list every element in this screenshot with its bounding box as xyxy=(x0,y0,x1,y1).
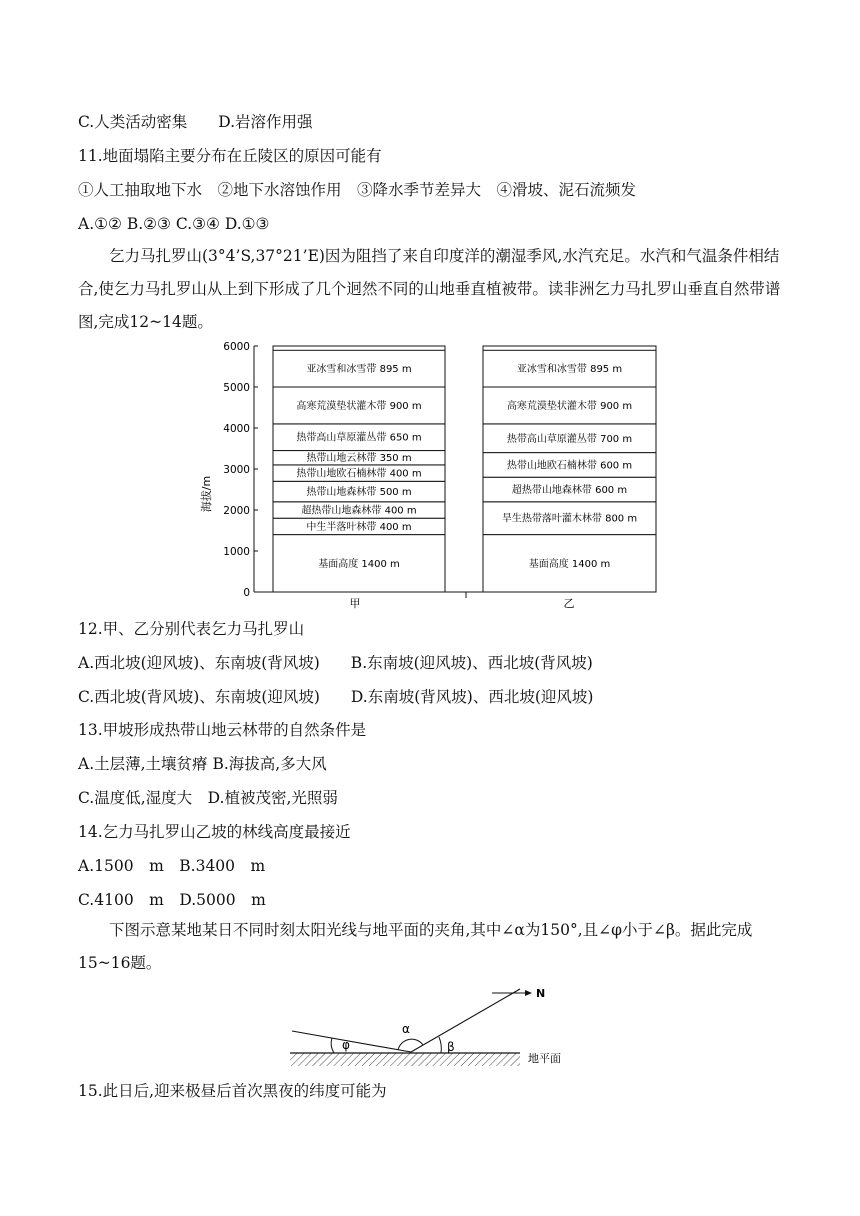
y-tick-label: 4000 xyxy=(223,423,250,435)
alpha-arc xyxy=(398,1039,423,1050)
north-arrow-head xyxy=(525,990,532,996)
beta-arc xyxy=(439,1037,441,1053)
column-label-jia: 甲 xyxy=(349,597,361,610)
belt-label: 基面高度 1400 m xyxy=(528,558,611,570)
belt-label: 中生半落叶林带 400 m xyxy=(306,521,412,533)
q12-options-row2: C.西北坡(背风坡)、东南坡(迎风坡) D.东南坡(背风坡)、西北坡(迎风坡) xyxy=(78,688,594,706)
q11-stem: 11.地面塌陷主要分布在丘陵区的原因可能有 xyxy=(78,147,382,165)
q12-stem: 12.甲、乙分别代表乞力马扎罗山 xyxy=(78,620,305,638)
belt-label: 热带山地欧石楠林带 400 m xyxy=(296,468,422,480)
sun-ray-right xyxy=(411,989,520,1052)
q14-options-row1: A.1500 m B.3400 m xyxy=(78,857,266,875)
belt-label: 亚冰雪和冰雪带 895 m xyxy=(306,364,412,376)
y-tick-label: 6000 xyxy=(223,341,250,353)
belt-label: 热带山地欧石楠林带 600 m xyxy=(506,460,633,472)
intro-q12-14: 乞力马扎罗山(3°4’S,37°21’E)因为阻挡了来自印度洋的潮湿季风,水汽充足。水汽和气温条件相结合,使乞力马扎罗山从上到下形成了几个迥然不同的山地垂直植被带。读非洲乞力马扎罗山垂直自然带谱图,完成12~14题。 xyxy=(78,247,781,331)
belt-label: 热带高山草原灌丛带 700 m xyxy=(506,433,633,445)
belt-label: 高寒荒漠垫状灌木带 900 m xyxy=(506,400,633,412)
y-tick-label: 5000 xyxy=(223,382,250,394)
chart-ylabel: 海拔/m xyxy=(200,475,213,513)
y-tick-label: 0 xyxy=(243,587,250,599)
q13-stem: 13.甲坡形成热带山地云林带的自然条件是 xyxy=(78,721,367,739)
alpha-label: α xyxy=(402,1022,410,1036)
q12-options-row1: A.西北坡(迎风坡)、东南坡(背风坡) B.东南坡(迎风坡)、西北坡(背风坡) xyxy=(78,654,593,672)
phi-arc xyxy=(331,1038,334,1053)
ground-hatch xyxy=(290,1053,520,1066)
q15-stem: 15.此日后,迎来极昼后首次黑夜的纬度可能为 xyxy=(78,1082,387,1100)
belt-label: 高寒荒漠垫状灌木带 900 m xyxy=(296,400,422,412)
belt-label: 超热带山地森林带 600 m xyxy=(511,485,628,496)
intro-q15-16: 下图示意某地某日不同时刻太阳光线与地平面的夹角,其中∠α为150°,且∠φ小于∠β。据此完成15~16题。 xyxy=(78,921,753,972)
q13-options-row1: A.土层薄,土壤贫瘠 B.海拔高,多大风 xyxy=(78,755,327,773)
q14-stem: 14.乞力马扎罗山乙坡的林线高度最接近 xyxy=(78,823,351,841)
q13-options-row2: C.温度低,湿度大 D.植被茂密,光照弱 xyxy=(78,789,338,807)
q10-options-tail: C.人类活动密集 D.岩溶作用强 xyxy=(78,113,313,131)
sun-angle-diagram xyxy=(280,985,590,1075)
column-label-yi: 乙 xyxy=(563,597,575,610)
vertical-belt-chart xyxy=(196,336,666,616)
y-tick-label: 1000 xyxy=(223,546,250,558)
ground-label: 地平面 xyxy=(528,1052,561,1065)
beta-label: β xyxy=(447,1040,455,1054)
y-tick-label: 3000 xyxy=(223,464,250,476)
north-label: N xyxy=(536,987,546,1000)
belt-label: 热带山地云林带 350 m xyxy=(306,453,412,465)
belt-label: 亚冰雪和冰雪带 895 m xyxy=(516,364,623,376)
q11-items: ①人工抽取地下水 ②地下水溶蚀作用 ③降水季节差异大 ④滑坡、泥石流频发 xyxy=(78,181,637,199)
belt-label: 超热带山地森林带 400 m xyxy=(301,505,417,517)
belt-label: 热带高山草原灌丛带 650 m xyxy=(296,432,422,444)
sun-ray-left xyxy=(292,1031,411,1052)
y-tick-label: 2000 xyxy=(223,505,250,517)
q14-options-row2: C.4100 m D.5000 m xyxy=(78,891,266,909)
belt-label: 旱生热带落叶灌木林带 800 m xyxy=(501,513,638,525)
phi-label: φ xyxy=(342,1038,350,1052)
belt-label: 热带山地森林带 500 m xyxy=(306,487,412,499)
q11-options: A.①② B.②③ C.③④ D.①③ xyxy=(78,215,270,233)
belt-label: 基面高度 1400 m xyxy=(318,558,400,570)
